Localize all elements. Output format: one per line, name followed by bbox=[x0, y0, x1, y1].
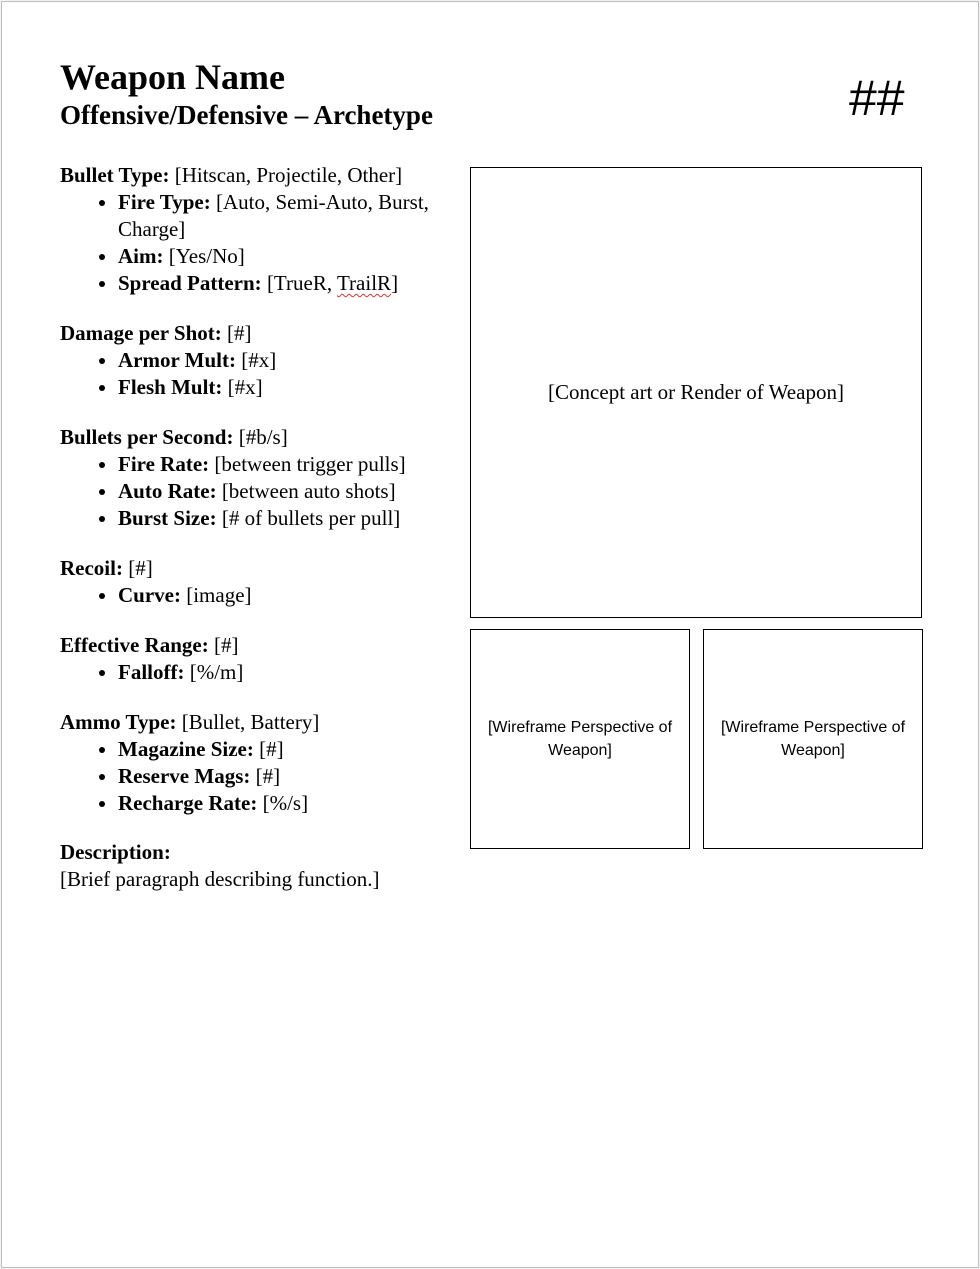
weapon-name-title: Weapon Name bbox=[60, 57, 285, 97]
list-item: • Curve: [image] bbox=[118, 582, 470, 609]
list-item: • Fire Rate: [between trigger pulls] bbox=[118, 451, 470, 478]
range-value: [#] bbox=[208, 633, 239, 657]
wireframe-caption-left: [Wireframe Perspective of Weapon] bbox=[487, 719, 673, 759]
concept-art-caption: [Concept art or Render of Weapon] bbox=[548, 380, 844, 404]
list-item: • Auto Rate: [between auto shots] bbox=[118, 478, 470, 505]
spellcheck-flagged-word: TrailR bbox=[336, 271, 392, 295]
damage-value: [#] bbox=[221, 321, 252, 345]
ammo-value: [Bullet, Battery] bbox=[176, 710, 320, 734]
list-item: • Reserve Mags: [#] bbox=[118, 763, 470, 790]
description-text: [Brief paragraph describing function.] bbox=[60, 867, 380, 891]
bullet-type-value: [Hitscan, Projectile, Other] bbox=[169, 163, 403, 187]
list-item: • Spread Pattern: [TrueR, TrailR] bbox=[118, 270, 470, 297]
bullet-type-label: Bullet Type: bbox=[60, 163, 170, 187]
effective-range-section bbox=[60, 632, 470, 686]
ammo-type-section bbox=[60, 709, 470, 817]
damage-label: Damage per Shot: bbox=[60, 321, 222, 345]
stats-column bbox=[60, 162, 470, 916]
description-section bbox=[60, 839, 470, 893]
bps-value: [#b/s] bbox=[233, 425, 288, 449]
wireframe-placeholder-left bbox=[470, 629, 690, 849]
list-item: • Burst Size: [# of bullets per pull] bbox=[118, 505, 470, 532]
list-item: • Flesh Mult: [#x] bbox=[118, 374, 470, 401]
archetype-subtitle: Offensive/Defensive – Archetype bbox=[60, 100, 433, 130]
bullets-per-second-section bbox=[60, 424, 470, 532]
weapon-number: ## bbox=[849, 70, 905, 126]
list-item: • Magazine Size: [#] bbox=[118, 736, 470, 763]
bps-label: Bullets per Second: bbox=[60, 425, 234, 449]
description-label: Description: bbox=[60, 840, 171, 864]
recoil-section bbox=[60, 555, 470, 609]
damage-section bbox=[60, 320, 470, 401]
document-page bbox=[1, 1, 979, 1268]
list-item: • Aim: [Yes/No] bbox=[118, 243, 470, 270]
recoil-value: [#] bbox=[122, 556, 153, 580]
list-item: • Fire Type: [Auto, Semi-Auto, Burst, Charge] bbox=[118, 189, 470, 243]
wireframe-caption-right: [Wireframe Perspective of Weapon] bbox=[720, 719, 906, 759]
wireframe-placeholder-right bbox=[703, 629, 923, 849]
concept-art-placeholder bbox=[470, 167, 922, 618]
list-item: • Recharge Rate: [%/s] bbox=[118, 790, 470, 817]
list-item: • Armor Mult: [#x] bbox=[118, 347, 470, 374]
recoil-label: Recoil: bbox=[60, 556, 123, 580]
list-item: • Falloff: [%/m] bbox=[118, 659, 470, 686]
ammo-label: Ammo Type: bbox=[60, 710, 177, 734]
bullet-type-section bbox=[60, 162, 470, 297]
range-label: Effective Range: bbox=[60, 633, 209, 657]
